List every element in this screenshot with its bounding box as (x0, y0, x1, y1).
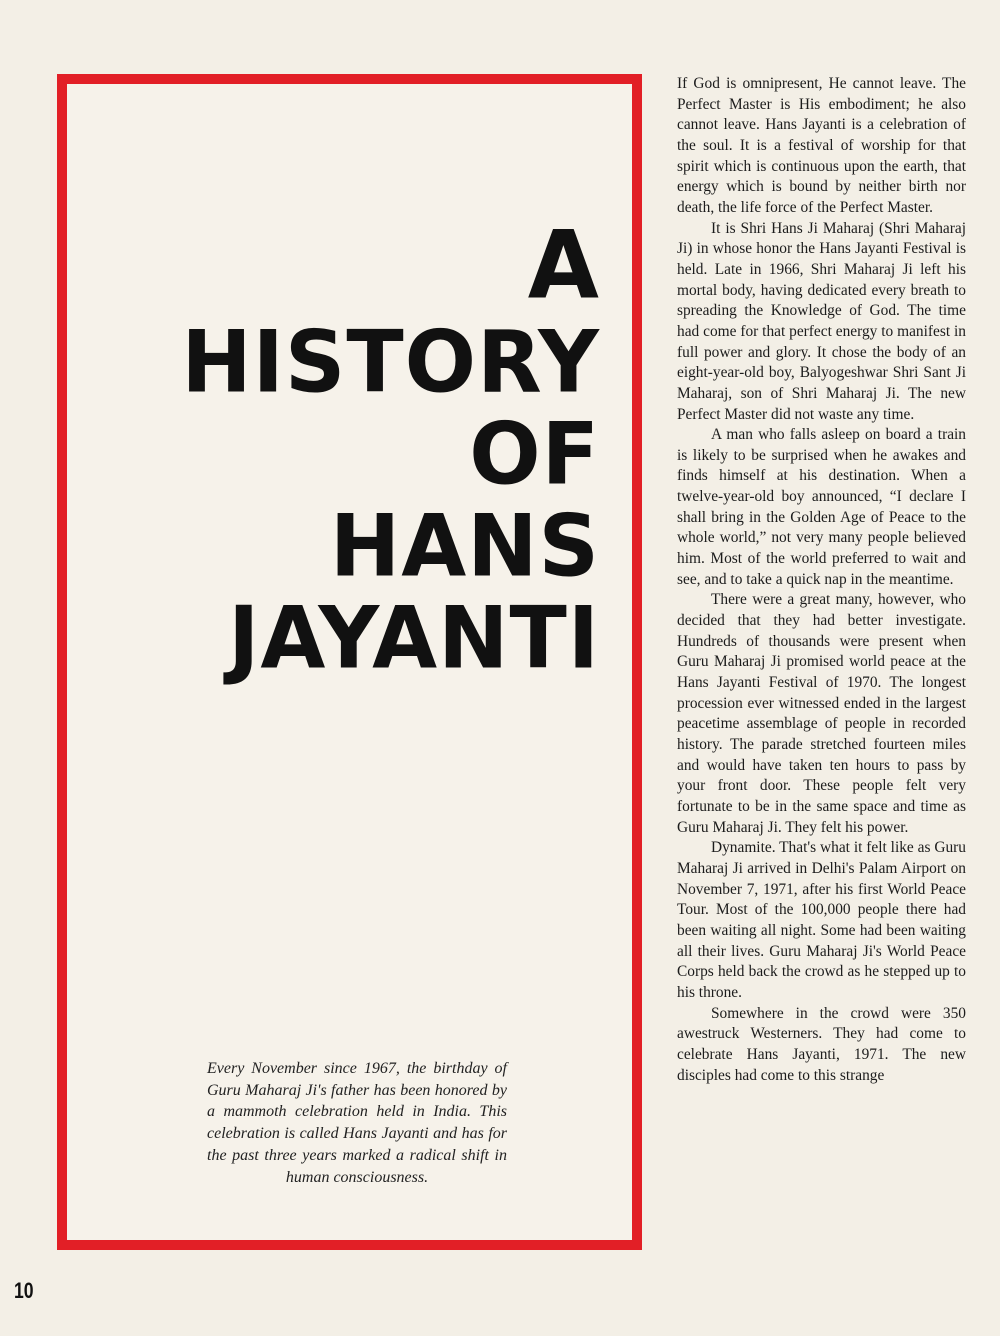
article-paragraph: A man who falls asleep on board a train is likely to be surprised when he awakes and finds himself at his destination. When a twelve-year-old boy announced, “I declare I shall bring in the Golden Age of Peace to the whole world,” not very many people believed him. Most of the world preferred to wait and see, and to take a quick nap in the meantime. (677, 426, 966, 588)
title-frame (57, 74, 642, 1250)
title-line-jayanti: JAYANTI (228, 588, 600, 688)
page-number: 10 (14, 1278, 34, 1303)
title-line-history: HISTORY (181, 312, 600, 412)
intro-caption: Every November since 1967, the birthday of Guru Maharaj Ji's father has been honored by a mammoth celebration held in India. This celebration is called Hans Jayanti and has for the past three years marked a radical shift in human consciousness. (207, 1060, 507, 1186)
title-line-a: A (527, 210, 600, 321)
article-paragraph: Dynamite. That's what it felt like as Guru Maharaj Ji arrived in Delhi's Palam Airport on November 7, 1971, after his first World Peace Tour. Most of the 100,000 people there had been waiting all night. Some had been waiting all their lives. Guru Maharaj Ji's World Peace Corps held back the crowd as he stepped up to his throne. (677, 839, 966, 1001)
article-paragraph: There were a great many, however, who decided that they had better investigate. Hundreds of thousands were present when Guru Maharaj Ji promised world peace at the Hans Jayanti Festival of 1970. The longest procession ever witnessed ended in the largest peacetime assemblage of people in recorded history. The parade stretched fourteen miles and would have taken ten hours to pass by your front door. These people felt very fortunate to be in the same space and time as Guru Maharaj Ji. They felt his power. (677, 591, 966, 836)
article-body (677, 74, 966, 1086)
title-line-of: OF (469, 404, 600, 504)
article-title (181, 210, 600, 688)
title-line-hans: HANS (329, 496, 600, 596)
article-paragraph: If God is omnipresent, He cannot leave. The Perfect Master is His embodiment; he also cannot leave. Hans Jayanti is a celebration of the soul. It is a festival of worship for that spirit which is continuous upon the earth, that energy which is bound by neither birth nor death, the life force of the Perfect Master. (677, 75, 966, 216)
article-paragraph: Somewhere in the crowd were 350 awestruck Westerners. They had come to celebrate Hans Jayanti, 1971. The new disciples had come to this strange (677, 1004, 966, 1084)
article-paragraph: It is Shri Hans Ji Maharaj (Shri Maharaj Ji) in whose honor the Hans Jayanti Festival is held. Late in 1966, Shri Maharaj Ji left his mortal body, having dedicated every breath to spreading the Knowledge of God. The time had come for that perfect energy to manifest in full power and glory. It chose the body of an eight-year-old boy, Balyogeshwar Shri Sant Ji Maharaj, son of Shri Maharaj Ji. The new Perfect Master did not waste any time. (677, 219, 966, 423)
